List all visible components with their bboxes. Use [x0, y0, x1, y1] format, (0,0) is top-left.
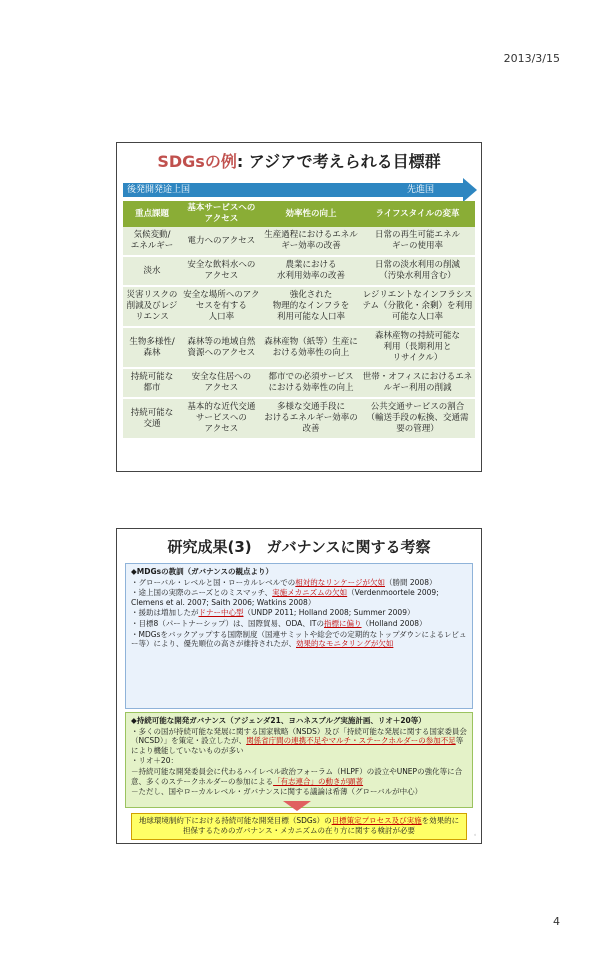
table-header-cell: 効率性の向上 [262, 201, 360, 227]
slide1-title-prefix: SDGsの例 [157, 152, 237, 171]
development-arrow-head [463, 178, 477, 202]
mdg-point-3: ・援助は増加したがドナー中心型（UNDP 2011; Holland 2008; Summer 2009） [131, 608, 415, 618]
conclusion-box: 地球環境制約下における持続可能な開発目標（SDGs）の目標策定プロセス及び実施を効果的に担保するためのガバナンス・メカニズムの在り方に関する検討が必要 [131, 813, 467, 840]
table-cell: 基本的な近代交通 サービスへの アクセス [181, 398, 262, 439]
mdg-point-1: ・グローバル・レベルと国・ローカルレベルでの相対的なリンケージが欠如（勝間 2008） [131, 577, 437, 587]
date-stamp: 2013/3/15 [503, 52, 560, 65]
mdg-point-2: ・途上国の実際のニーズとのミスマッチ、実施メカニズムの欠如（Verdenmoortele 2009; Clemens et al. 2007; Saith 2006; Watkins 2008） [131, 588, 439, 607]
arrow-label-developed: 先進国 [407, 185, 435, 195]
sustainable-governance-box [125, 712, 473, 808]
table-cell: 気候変動/ エネルギー [123, 227, 181, 256]
table-cell: 日常の再生可能エネル ギーの使用率 [360, 227, 475, 256]
table-cell: 生物多様性/ 森林 [123, 327, 181, 368]
mdg-point-5: ・MDGsをバックアップする国際制度（国連サミットや総会での定期的なトップダウンによるレビュー等）により、優先順位の高さが維持されたが、効果的なモニタリングが欠如 [131, 629, 467, 649]
table-cell: 森林産物（紙等）生産に おける効率性の向上 [262, 327, 360, 368]
table-cell: 生産過程におけるエネル ギー効率の改善 [262, 227, 360, 256]
table-header-cell: 基本サービスへの アクセス [181, 201, 262, 227]
mdg-lessons-heading: ◆MDGsの教訓（ガバナンスの観点より） [131, 567, 273, 576]
table-cell: 世帯・オフィスにおけるエネ ルギー利用の削減 [360, 368, 475, 398]
table-header-cell: ライフスタイルの変革 [360, 201, 475, 227]
sdg-point-2: ・リオ＋20： [131, 756, 178, 766]
table-cell: 安全な場所へのアク セスを有する 人口率 [181, 286, 262, 327]
table-row [123, 256, 475, 286]
sdg-point-4: －ただし、国やローカルレベル・ガバナンスに関する議論は希薄（グローバルが中心） [131, 787, 423, 797]
table-cell: 多様な交通手段に おけるエネルギー効率の 改善 [262, 398, 360, 439]
slide-mark: ◦ [473, 832, 477, 839]
table-cell: 都市での必須サービス における効率性の向上 [262, 368, 360, 398]
table-cell: 強化された 物理的なインフラを 利用可能な人口率 [262, 286, 360, 327]
down-arrow-icon [283, 801, 311, 811]
table-row [123, 286, 475, 327]
table-cell: 電力へのアクセス [181, 227, 262, 256]
sdg-point-3: －持続可能な開発委員会に代わるハイレベル政治フォーラム（HLPF）の設立やUNEPの強化等に合意、多くのステークホルダーの参加による「有志連合」の動きが顕著 [131, 766, 463, 786]
slide2-title: 研究成果(3) ガバナンスに関する考察 [167, 538, 431, 556]
table-cell: 農業における 水利用効率の改善 [262, 256, 360, 286]
table-row [123, 227, 475, 256]
table-row [123, 368, 475, 398]
table-cell: 森林等の地域自然 資源へのアクセス [181, 327, 262, 368]
table-cell: 日常の淡水利用の削減 （汚染水利用含む） [360, 256, 475, 286]
table-cell: 安全な住居への アクセス [181, 368, 262, 398]
sdg-goals-table [123, 201, 475, 440]
sustainable-governance-heading: ◆持続可能な開発ガバナンス（アジェンダ21、ヨハネスブルグ実施計画、リオ＋20等） [131, 716, 426, 725]
slide1-title-rest: : アジアで考えられる目標群 [236, 152, 441, 171]
table-header-cell: 重点課題 [123, 201, 181, 227]
table-cell: 淡水 [123, 256, 181, 286]
slide-sdgs-examples [116, 142, 482, 472]
table-cell: 持続可能な 都市 [123, 368, 181, 398]
mdg-lessons-box [125, 563, 473, 709]
table-row [123, 398, 475, 439]
table-row [123, 327, 475, 368]
sdg-point-1: ・多くの国が持続可能な発展に関する国家戦略（NSDS）及び「持続可能な発展に関する国家委員会（NCSD）」を策定・設立したが、関係省庁間の連携不足やマルチ・ステークホルダーの参加不足等により機能していないものが多い [131, 726, 467, 755]
slide-governance [116, 528, 482, 844]
table-cell: レジリエントなインフラシス テム（分散化・余剰）を利用 可能な人口率 [360, 286, 475, 327]
mdg-point-4: ・目標8（パートナーシップ）は、国際貿易、ODA、ITの指標に偏り（Holland 2008） [131, 618, 427, 628]
table-cell: 持続可能な 交通 [123, 398, 181, 439]
table-cell: 安全な飲料水への アクセス [181, 256, 262, 286]
slide1-title [117, 149, 481, 172]
arrow-label-ldc: 後発開発途上国 [127, 185, 191, 195]
page-number: 4 [553, 915, 560, 928]
table-cell: 公共交通サービスの割合 （輸送手段の転換、交通需 要の管理） [360, 398, 475, 439]
table-cell: 災害リスクの 削減及びレジ リエンス [123, 286, 181, 327]
table-cell: 森林産物の持続可能な 利用（長期利用と リサイクル） [360, 327, 475, 368]
